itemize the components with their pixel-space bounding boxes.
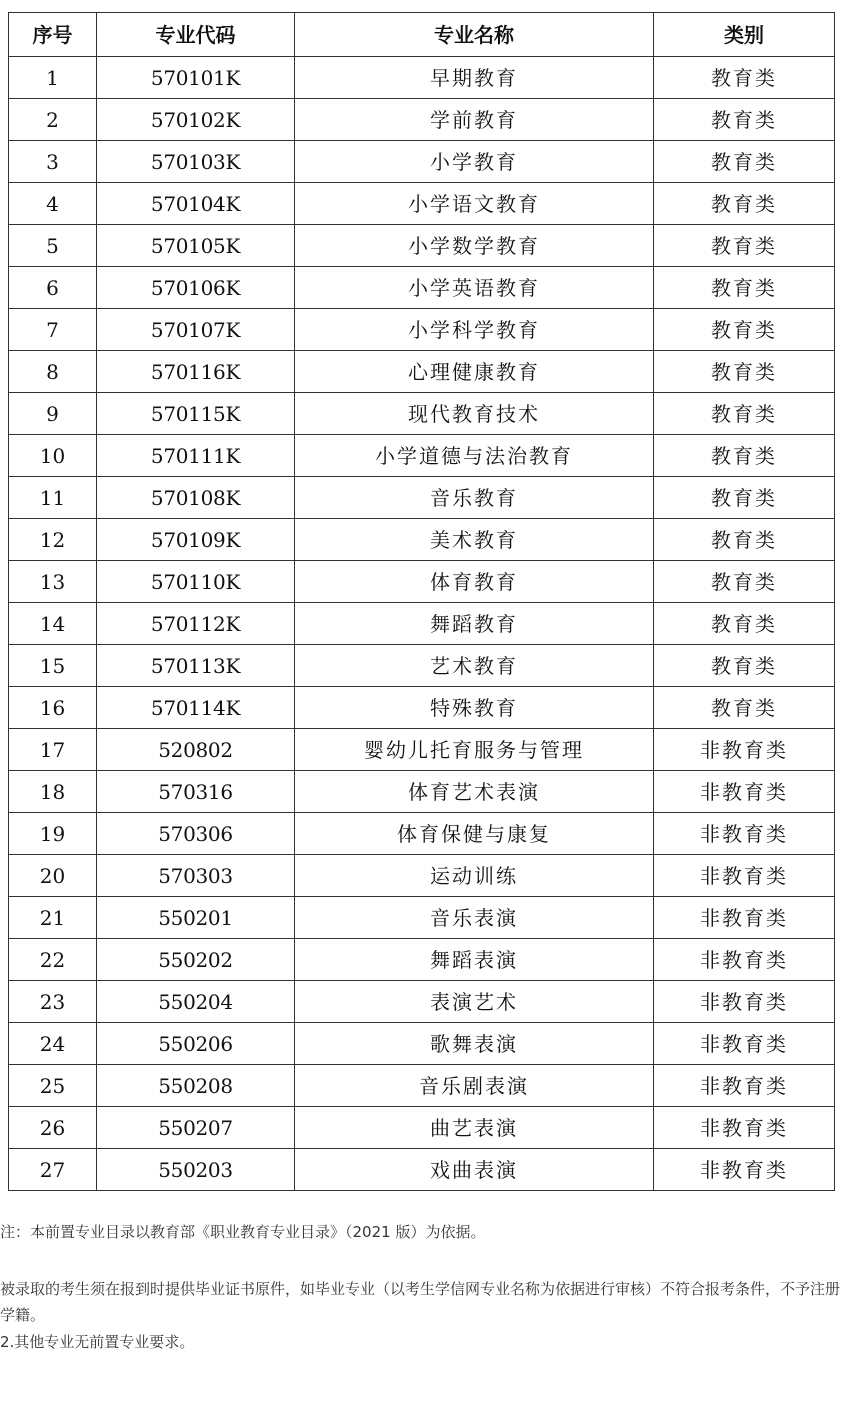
cell-major-code: 550208 [97, 1065, 295, 1107]
cell-major-code: 570108K [97, 477, 295, 519]
cell-major-code: 570101K [97, 57, 295, 99]
cell-serial-number: 12 [9, 519, 97, 561]
cell-serial-number: 2 [9, 99, 97, 141]
cell-major-code: 570109K [97, 519, 295, 561]
cell-serial-number: 11 [9, 477, 97, 519]
table-row [9, 267, 835, 309]
cell-major-name: 体育艺术表演 [295, 771, 654, 813]
cell-major-name: 小学数学教育 [295, 225, 654, 267]
table-row [9, 981, 835, 1023]
cell-category: 教育类 [654, 183, 835, 225]
cell-serial-number: 22 [9, 939, 97, 981]
table-row [9, 645, 835, 687]
cell-serial-number: 10 [9, 435, 97, 477]
cell-serial-number: 1 [9, 57, 97, 99]
table-row [9, 519, 835, 561]
note-basis: 注：本前置专业目录以教育部《职业教育专业目录》（2021 版）为依据。 [0, 1223, 486, 1241]
cell-major-name: 表演艺术 [295, 981, 654, 1023]
cell-major-code: 570105K [97, 225, 295, 267]
cell-serial-number: 16 [9, 687, 97, 729]
cell-serial-number: 23 [9, 981, 97, 1023]
major-table [8, 12, 835, 1191]
table-row [9, 1065, 835, 1107]
cell-major-code: 550206 [97, 1023, 295, 1065]
cell-major-name: 小学英语教育 [295, 267, 654, 309]
header-major-code: 专业代码 [97, 13, 295, 57]
table-row [9, 771, 835, 813]
cell-category: 非教育类 [654, 939, 835, 981]
cell-category: 教育类 [654, 519, 835, 561]
cell-major-code: 570107K [97, 309, 295, 351]
cell-serial-number: 7 [9, 309, 97, 351]
cell-major-name: 小学语文教育 [295, 183, 654, 225]
cell-serial-number: 27 [9, 1149, 97, 1191]
header-serial-number: 序号 [9, 13, 97, 57]
cell-major-name: 现代教育技术 [295, 393, 654, 435]
cell-serial-number: 14 [9, 603, 97, 645]
cell-serial-number: 20 [9, 855, 97, 897]
cell-category: 教育类 [654, 141, 835, 183]
cell-major-code: 550202 [97, 939, 295, 981]
cell-serial-number: 25 [9, 1065, 97, 1107]
table-row [9, 141, 835, 183]
table-row [9, 183, 835, 225]
table-header-row [9, 13, 835, 57]
cell-category: 非教育类 [654, 981, 835, 1023]
table-row [9, 1107, 835, 1149]
cell-category: 教育类 [654, 393, 835, 435]
table-row [9, 477, 835, 519]
cell-major-name: 音乐教育 [295, 477, 654, 519]
cell-serial-number: 4 [9, 183, 97, 225]
cell-category: 教育类 [654, 603, 835, 645]
cell-major-code: 570113K [97, 645, 295, 687]
table-row [9, 687, 835, 729]
cell-major-code: 570303 [97, 855, 295, 897]
cell-serial-number: 15 [9, 645, 97, 687]
table-row [9, 225, 835, 267]
cell-serial-number: 3 [9, 141, 97, 183]
cell-category: 教育类 [654, 351, 835, 393]
cell-major-code: 550201 [97, 897, 295, 939]
cell-serial-number: 8 [9, 351, 97, 393]
cell-serial-number: 5 [9, 225, 97, 267]
table-row [9, 99, 835, 141]
table-body [9, 57, 835, 1191]
cell-major-code: 550207 [97, 1107, 295, 1149]
cell-major-code: 550203 [97, 1149, 295, 1191]
cell-major-code: 570306 [97, 813, 295, 855]
cell-category: 教育类 [654, 477, 835, 519]
cell-category: 非教育类 [654, 897, 835, 939]
table-row [9, 897, 835, 939]
cell-serial-number: 19 [9, 813, 97, 855]
note-requirement-paragraph: 被录取的考生须在报到时提供毕业证书原件，如毕业专业（以考生学信网专业名称为依据进行审核）不符合报考条件，不予注册学籍。 [0, 1280, 841, 1324]
cell-serial-number: 26 [9, 1107, 97, 1149]
cell-major-code: 570115K [97, 393, 295, 435]
table-row [9, 57, 835, 99]
table-row [9, 813, 835, 855]
cell-category: 非教育类 [654, 1023, 835, 1065]
cell-major-name: 小学教育 [295, 141, 654, 183]
cell-category: 教育类 [654, 267, 835, 309]
cell-serial-number: 21 [9, 897, 97, 939]
cell-category: 教育类 [654, 57, 835, 99]
cell-major-name: 艺术教育 [295, 645, 654, 687]
cell-major-code: 570112K [97, 603, 295, 645]
cell-category: 教育类 [654, 99, 835, 141]
table-row [9, 351, 835, 393]
cell-serial-number: 17 [9, 729, 97, 771]
cell-category: 非教育类 [654, 1107, 835, 1149]
cell-serial-number: 6 [9, 267, 97, 309]
cell-major-name: 歌舞表演 [295, 1023, 654, 1065]
cell-category: 非教育类 [654, 1149, 835, 1191]
cell-major-name: 美术教育 [295, 519, 654, 561]
cell-major-name: 舞蹈表演 [295, 939, 654, 981]
cell-serial-number: 9 [9, 393, 97, 435]
cell-category: 教育类 [654, 309, 835, 351]
cell-major-name: 运动训练 [295, 855, 654, 897]
cell-major-name: 舞蹈教育 [295, 603, 654, 645]
table-row [9, 561, 835, 603]
table-row [9, 309, 835, 351]
cell-category: 教育类 [654, 645, 835, 687]
table-row [9, 393, 835, 435]
cell-serial-number: 13 [9, 561, 97, 603]
cell-category: 非教育类 [654, 771, 835, 813]
header-category: 类别 [654, 13, 835, 57]
cell-major-code: 570102K [97, 99, 295, 141]
table-row [9, 729, 835, 771]
table-row [9, 435, 835, 477]
cell-category: 非教育类 [654, 813, 835, 855]
cell-major-name: 戏曲表演 [295, 1149, 654, 1191]
cell-major-name: 婴幼儿托育服务与管理 [295, 729, 654, 771]
cell-major-name: 早期教育 [295, 57, 654, 99]
cell-major-name: 小学科学教育 [295, 309, 654, 351]
note-item-2: 2.其他专业无前置专业要求。 [0, 1333, 195, 1351]
cell-major-name: 音乐剧表演 [295, 1065, 654, 1107]
table-row [9, 603, 835, 645]
cell-category: 教育类 [654, 561, 835, 603]
cell-major-code: 570103K [97, 141, 295, 183]
header-major-name: 专业名称 [295, 13, 654, 57]
cell-major-code: 570114K [97, 687, 295, 729]
cell-major-name: 音乐表演 [295, 897, 654, 939]
cell-major-code: 520802 [97, 729, 295, 771]
cell-major-code: 570111K [97, 435, 295, 477]
cell-serial-number: 18 [9, 771, 97, 813]
table-row [9, 1023, 835, 1065]
cell-category: 非教育类 [654, 1065, 835, 1107]
cell-category: 非教育类 [654, 729, 835, 771]
cell-major-name: 曲艺表演 [295, 1107, 654, 1149]
cell-major-name: 学前教育 [295, 99, 654, 141]
cell-major-name: 体育教育 [295, 561, 654, 603]
cell-serial-number: 24 [9, 1023, 97, 1065]
cell-major-name: 特殊教育 [295, 687, 654, 729]
cell-major-code: 550204 [97, 981, 295, 1023]
cell-major-code: 570116K [97, 351, 295, 393]
table-row [9, 939, 835, 981]
cell-major-name: 心理健康教育 [295, 351, 654, 393]
cell-major-name: 小学道德与法治教育 [295, 435, 654, 477]
cell-major-code: 570104K [97, 183, 295, 225]
cell-major-name: 体育保健与康复 [295, 813, 654, 855]
cell-category: 教育类 [654, 687, 835, 729]
cell-major-code: 570106K [97, 267, 295, 309]
cell-category: 教育类 [654, 225, 835, 267]
table-row [9, 1149, 835, 1191]
cell-category: 教育类 [654, 435, 835, 477]
cell-category: 非教育类 [654, 855, 835, 897]
cell-major-code: 570316 [97, 771, 295, 813]
cell-major-code: 570110K [97, 561, 295, 603]
table-row [9, 855, 835, 897]
